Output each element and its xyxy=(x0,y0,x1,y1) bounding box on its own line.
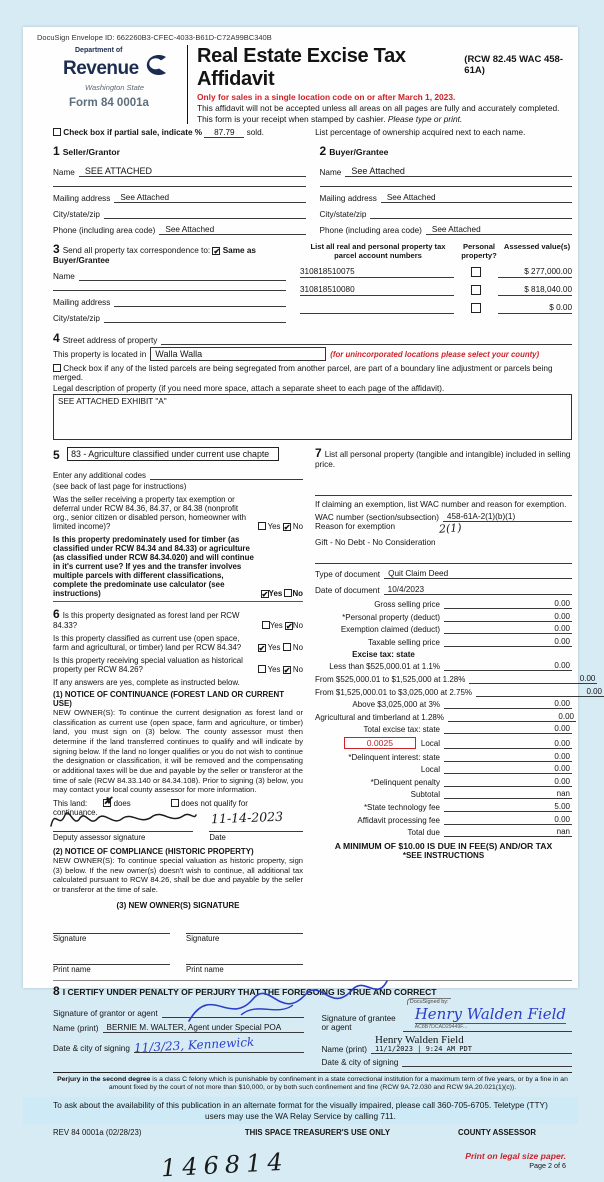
corr-mailing-label: Mailing address xyxy=(53,298,111,307)
amount-field[interactable]: 0.00 xyxy=(444,599,572,609)
rev-form-number: REV 84 0001a (02/28/23) xyxy=(53,1127,142,1137)
washington-state-label: Washington State xyxy=(85,83,145,92)
historic-question: Is this property receiving special valuation as historical property per RCW 84.26? xyxy=(53,656,243,674)
no-label: No xyxy=(292,589,303,598)
corr-name-field[interactable] xyxy=(79,271,286,281)
amount-label: From $1,525,000.01 to $3,025,000 at 2.75% xyxy=(315,687,473,697)
docusign-timestamp: 11/1/2023 | 9:24 AM PDT xyxy=(375,1044,472,1053)
seller-mailing-label: Mailing address xyxy=(53,194,111,203)
buyer-city-label: City/state/zip xyxy=(319,210,367,219)
does-not-label: does not qualify for xyxy=(181,798,248,808)
personal-property-checkbox[interactable] xyxy=(471,285,481,295)
section-7-number: 7 xyxy=(315,446,322,460)
segregated-checkbox[interactable] xyxy=(53,364,61,372)
forest-land-question: Is this property designated as forest land per RCW 84.33? xyxy=(53,611,240,630)
land-does-checkbox[interactable]: ✘ xyxy=(103,795,112,807)
parcel-table xyxy=(300,242,572,323)
continuance-date-line[interactable] xyxy=(209,808,303,832)
deputy-assessor-signature-line[interactable] xyxy=(53,820,193,832)
grantor-signature-line[interactable] xyxy=(162,1008,304,1018)
docusigned-by-label: DocuSigned by: xyxy=(407,998,451,1005)
parcel-row xyxy=(300,267,572,278)
wac-handwritten-note: 2(1) xyxy=(438,521,463,536)
buyer-city-field[interactable] xyxy=(370,209,572,219)
amount-field[interactable]: 0.00 xyxy=(444,764,572,774)
yes-label: Yes xyxy=(268,589,283,598)
amount-field[interactable]: nan xyxy=(444,827,572,837)
personal-property-intro: List all personal property (tangible and intangible) included in selling price. xyxy=(315,450,571,469)
grantee-name-field[interactable]: Henry Walden Field 11/1/2023 | 9:24 AM PDT xyxy=(371,1034,572,1054)
grantee-date-city-label: Date & city of signing xyxy=(321,1057,399,1067)
print-legal-size-note: Print on legal size paper. xyxy=(465,1150,566,1161)
parcel-number-field[interactable]: 310818510075 xyxy=(300,267,454,278)
buyer-title: Buyer/Grantee xyxy=(329,147,389,157)
no-label: No xyxy=(292,522,303,531)
section-5-number: 5 xyxy=(53,448,60,462)
buyer-name-field[interactable]: See Attached xyxy=(345,166,572,177)
street-address-field[interactable] xyxy=(161,335,572,345)
amount-label: Local xyxy=(420,738,440,748)
personal-property-checkbox[interactable] xyxy=(471,303,481,313)
county-note: (for unincorporated locations please select your county) xyxy=(330,349,540,359)
segregated-label: Check box if any of the listed parcels are being segregated from another parcel, are part of a boundary line adjustment or parcels being merged. xyxy=(53,364,553,382)
partial-sale-checkbox[interactable] xyxy=(53,128,61,136)
seller-name-field[interactable]: SEE ATTACHED xyxy=(79,166,306,177)
legal-description-label: Legal description of property (if you need more space, attach a separate sheet to each page of the affidavit). xyxy=(53,384,445,393)
additional-codes-label: Enter any additional codes xyxy=(53,471,146,480)
predominate-yes-checkbox[interactable]: ✔ xyxy=(261,590,269,599)
new-owner-signature-title: (3) NEW OWNER(S) SIGNATURE xyxy=(116,900,240,910)
land-use-code-select[interactable]: 83 - Agriculture classified under current use chapte xyxy=(67,447,279,461)
forest-no-checkbox[interactable]: ✔ xyxy=(285,622,293,631)
amount-label: Subtotal xyxy=(410,790,440,800)
doc-date-field[interactable]: 10/4/2023 xyxy=(384,585,572,595)
grantor-sig-label: Signature of grantor or agent xyxy=(53,1008,158,1018)
amount-label: Affidavit processing fee xyxy=(357,815,440,825)
docusign-signature-block xyxy=(407,998,572,1031)
signature-label: Signature xyxy=(53,933,87,943)
notice-compliance-body: NEW OWNER(S): To continue special valuation as historic property, sign (3) below. If the new owner(s) doesn't wish to continue, all additional tax calculated pursuant to RCW 84.26, shall be due and payable by the seller or transferor at the time of sale. xyxy=(53,855,303,894)
affidavit-page xyxy=(23,27,603,1182)
amount-field[interactable]: 5.00 xyxy=(444,802,572,812)
signature-label: Signature xyxy=(186,933,220,943)
corr-name-label: Name xyxy=(53,272,75,281)
grantee-signing-block xyxy=(322,998,573,1067)
doc-type-label: Type of document xyxy=(315,570,381,579)
section-4-number: 4 xyxy=(53,331,60,345)
assessed-value-field[interactable]: $ 0.00 xyxy=(498,303,572,314)
doc-type-field[interactable]: Quit Claim Deed xyxy=(384,569,572,579)
same-as-buyer-label: Same as Buyer/Grantee xyxy=(53,246,256,265)
amount-field[interactable]: 0.00 xyxy=(448,712,576,722)
assessed-value-field[interactable]: $ 277,000.00 xyxy=(498,267,572,278)
no-label: No xyxy=(292,665,303,674)
corr-city-label: City/state/zip xyxy=(53,314,100,323)
section-2-buyer xyxy=(320,142,573,235)
amount-label: Total excise tax: state xyxy=(363,725,440,735)
new-owner-print-line-1[interactable] xyxy=(53,953,170,965)
located-in-label: This property is located in xyxy=(53,349,147,359)
certify-statement: I CERTIFY UNDER PENALTY OF PERJURY THAT THE FOREGOING IS TRUE AND CORRECT xyxy=(62,986,437,997)
amount-field[interactable]: 0.00 xyxy=(444,624,572,634)
buyer-name-label: Name xyxy=(319,168,342,177)
dor-logo-block xyxy=(53,45,179,124)
amount-field[interactable]: 0.00 xyxy=(444,777,572,787)
yes-label: Yes xyxy=(267,522,281,531)
no-label: No xyxy=(292,643,303,652)
yes-label: Yes xyxy=(267,665,281,674)
notice-continuance-body: NEW OWNER(S): To continue the current designation as forest land or classification as current use (open space, farm and agriculture, or timber) land, you must sign on (3) below. The county assessor must then determine if the land transferred continues to qualify and will indicate by signing below. If the land no longer qualifies or you do not wish to continue the designation or classification, it will be removed and the compensating or additional taxes will be due and payable by the seller or transferor at the time of sale (RCW 84.33.140 or 84.34.108). Prior to signing (3) below, you may contact your local county assessor for more information. xyxy=(53,708,303,795)
wac-number-label: WAC number (section/subsection) xyxy=(315,513,439,522)
grantee-date-city-line[interactable] xyxy=(402,1057,572,1067)
section-1-seller xyxy=(53,142,306,235)
wac-number-field[interactable]: 458-61A-2(1)(b)(1) xyxy=(443,512,572,522)
amount-field[interactable]: 0.00 xyxy=(444,815,572,825)
seller-phone-label: Phone (including area code) xyxy=(53,226,156,235)
deputy-assessor-label: Deputy assessor signature xyxy=(53,832,146,842)
amount-label: *State technology fee xyxy=(363,802,440,812)
currentuse-yes-checkbox[interactable]: ✔ xyxy=(258,644,266,653)
amount-label: Gross selling price xyxy=(374,600,440,609)
doc-date-label: Date of document xyxy=(315,586,380,595)
completion-notice: This affidavit will not be accepted unless all areas on all pages are fully and accurately completed. xyxy=(197,103,560,113)
notice-continuance-title: (1) NOTICE OF CONTINUANCE (FOREST LAND OR CURRENT USE) xyxy=(53,690,285,708)
docusign-id: AC8B7DCAD29449F... xyxy=(415,1023,566,1030)
deferral-no-checkbox[interactable]: ✔ xyxy=(283,523,291,532)
partial-sale-percent-field[interactable]: 87.79 xyxy=(204,128,244,138)
section-8-number: 8 xyxy=(53,983,60,998)
amount-label: Exemption claimed (deduct) xyxy=(340,625,440,635)
seller-mailing-field[interactable]: See Attached xyxy=(114,193,305,203)
historic-yes-checkbox[interactable] xyxy=(258,665,266,673)
section-6-number: 6 xyxy=(53,607,60,621)
page-number: Page 2 of 6 xyxy=(529,1160,566,1170)
amount-label: From $525,000.01 to $1,525,000 at 1.28% xyxy=(315,674,466,684)
see-back-note: (see back of last page for instructions) xyxy=(53,482,187,491)
grantor-date-city-line[interactable] xyxy=(133,1034,304,1055)
amount-field[interactable]: 0.00 xyxy=(444,699,572,709)
excise-tax-computation xyxy=(315,599,603,838)
amount-label: Taxable selling price xyxy=(367,637,440,647)
docusign-envelope-id: DocuSign Envelope ID: 662260B3-CFEC-4033-B61D-C72A99BC340B xyxy=(37,33,272,42)
grantee-name-print-label: Name (print) xyxy=(321,1044,367,1054)
parcel-number-field[interactable]: 310818510080 xyxy=(300,285,454,296)
new-owner-signature-line-2[interactable] xyxy=(186,922,303,934)
accessibility-notice: To ask about the availability of this publication in an alternate format for the visually impaired, please call 360-705-6705. Teletype (TTY) users may use the WA Relay Service by calling 711. xyxy=(23,1097,578,1124)
exemption-note: If claiming an exemption, list WAC number and reason for exemption. xyxy=(315,500,567,509)
amount-label: *Personal property (deduct) xyxy=(342,612,440,622)
title-rcw-reference: (RCW 82.45 WAC 458-61A) xyxy=(464,54,564,76)
this-land-label: This land: xyxy=(53,798,88,808)
parcel-number-field[interactable] xyxy=(300,303,454,314)
minimum-due-note: A MINIMUM OF $10.00 IS DUE IN FEE(S) AND/OR TAX xyxy=(334,841,553,852)
street-address-label: Street address of property xyxy=(62,336,158,345)
section-1-number: 1 xyxy=(53,144,60,158)
buyer-phone-label: Phone (including area code) xyxy=(319,226,422,235)
deferral-question: Was the seller receiving a property tax exemption or deferral under RCW 84.36, 84.37, or 84.38 (nonprofit org., senior citizen or disabled person, homeowner with limited income)? xyxy=(53,495,246,531)
amount-label: *Delinquent interest: state xyxy=(348,752,440,762)
print-name-label: Print name xyxy=(53,964,91,974)
treasurer-stamp-number: 146814 xyxy=(160,1147,290,1182)
section-4-property xyxy=(53,331,572,440)
partial-sale-label: Check box if partial sale, indicate % xyxy=(63,128,203,137)
amount-field[interactable]: 0.00 xyxy=(444,739,572,749)
continuance-label: continuance. xyxy=(53,807,98,817)
continuance-date-hand: 11-14-2023 xyxy=(211,808,284,827)
buyer-phone-field[interactable]: See Attached xyxy=(426,225,572,235)
type-or-print-note: Please type or print. xyxy=(387,114,463,124)
currentuse-no-checkbox[interactable] xyxy=(283,643,291,651)
grantor-name-print-label: Name (print) xyxy=(53,1023,99,1033)
deferral-yes-checkbox[interactable] xyxy=(258,522,266,530)
form-number: Form 84 0001a xyxy=(69,97,149,109)
predominate-use-question: Is this property predominately used for timber (as classified under RCW 84.34 and 84.33) or agriculture (as classified under RCW 84.34.020) and will continue in it's current use? If yes and the transfer involves multiple parcels with different classifications, complete the predominate use calculator (see instructions) xyxy=(53,535,254,598)
grantee-sig-label: Signature of grantee or agent xyxy=(321,1013,396,1032)
grantor-name-field[interactable]: BERNIE M. WALTER, Agent under Special POA xyxy=(103,1023,304,1033)
amount-label: *Delinquent penalty xyxy=(370,777,440,787)
section-2-number: 2 xyxy=(319,144,327,158)
personal-property-checkbox[interactable] xyxy=(471,267,481,277)
amount-label: Above $3,025,000 at 3% xyxy=(352,700,440,710)
amount-field[interactable]: 0.00 xyxy=(444,637,572,647)
grantor-date-city-label: Date & city of signing xyxy=(53,1043,130,1053)
grantor-signing-block xyxy=(53,998,304,1067)
seller-name-label: Name xyxy=(53,168,75,177)
forest-yes-checkbox[interactable] xyxy=(262,621,270,629)
new-owner-signature-line-1[interactable] xyxy=(53,922,170,934)
seller-city-field[interactable] xyxy=(104,209,306,219)
buyer-mailing-label: Mailing address xyxy=(319,194,377,203)
parcel-row xyxy=(300,285,572,296)
amount-field[interactable]: 0.00 xyxy=(476,687,604,697)
parcel-numbers-header: List all real and personal property tax parcel account numbers xyxy=(310,242,446,260)
corr-city-field[interactable] xyxy=(104,313,286,323)
county-assessor-label: COUNTY ASSESSOR xyxy=(458,1127,536,1137)
new-owner-print-line-2[interactable] xyxy=(186,953,303,965)
grantee-signature-line[interactable] xyxy=(403,998,572,1032)
section-3-number: 3 xyxy=(53,242,60,256)
yes-label: Yes xyxy=(269,621,283,630)
amount-field[interactable]: 0.00 xyxy=(444,724,572,734)
print-name-label: Print name xyxy=(186,964,224,974)
buyer-mailing-field[interactable]: See Attached xyxy=(381,193,572,203)
page-title: Real Estate Excise Tax Affidavit xyxy=(197,45,406,90)
current-use-question: Is this property classified as current use (open space, farm and agricultural, or timber) land per RCW 84.34? xyxy=(53,634,242,652)
historic-no-checkbox[interactable]: ✔ xyxy=(283,666,291,675)
seller-title: Seller/Grantor xyxy=(62,147,120,157)
dept-of-label: Department of xyxy=(75,47,123,54)
section-3-correspondence xyxy=(53,242,286,323)
receipt-notice: This form is your receipt when stamped by cashier. xyxy=(197,114,388,124)
amount-label: Total due xyxy=(407,828,440,838)
sold-label: sold. xyxy=(246,128,264,137)
if-yes-note: If any answers are yes, complete as instructed below. xyxy=(53,678,240,687)
correspondence-label: Send all property tax correspondence to: xyxy=(62,246,211,255)
deputy-assessor-signature xyxy=(47,806,197,832)
legal-description-field[interactable]: SEE ATTACHED EXHIBIT "A" xyxy=(53,394,572,440)
yes-label: Yes xyxy=(267,643,281,652)
single-location-notice: Only for sales in a single location code on or after March 1, 2023. xyxy=(197,92,456,102)
notice-compliance-title: (2) NOTICE OF COMPLIANCE (HISTORIC PROPERTY) xyxy=(53,846,254,856)
revenue-swoosh-icon xyxy=(139,54,169,83)
same-as-buyer-checkbox[interactable]: ✔ xyxy=(213,247,221,256)
corr-mailing-field[interactable] xyxy=(114,297,286,307)
form-header xyxy=(53,45,572,124)
amount-label: Agricultural and timberland at 1.28% xyxy=(315,712,444,722)
does-label: does xyxy=(113,798,131,808)
amount-field[interactable]: nan xyxy=(444,789,572,799)
seller-phone-field[interactable]: See Attached xyxy=(159,225,305,235)
amount-label: Less than $525,000.01 at 1.1% xyxy=(329,662,440,672)
assessed-value-header: Assessed value(s) xyxy=(503,242,571,251)
location-code-field[interactable]: Walla Walla xyxy=(150,347,326,361)
assessed-value-field[interactable]: $ 818,040.00 xyxy=(498,285,572,296)
amount-field[interactable]: 0.00 xyxy=(444,752,572,762)
reason-exemption-label: Reason for exemption xyxy=(315,522,396,531)
personal-property-header: Personal property? xyxy=(461,242,497,260)
amount-label: Local xyxy=(420,765,440,775)
date-label: Date xyxy=(209,832,226,842)
local-rate-box: 0.0025 xyxy=(344,737,416,749)
parcel-row xyxy=(300,303,572,314)
no-label: No xyxy=(292,621,303,630)
perjury-statement: Perjury in the second degree is a class C felony which is punishable by confinement in a state correctional institution for a maximum term of five years, or by a fine in an amount fixed by the court of not more than $10,000, or by both such confinement and fine (RCW 9A.72.030 and RCW 9A.20.021(1)(c)). xyxy=(53,1072,572,1094)
ownership-note: List percentage of ownership acquired next to each name. xyxy=(315,128,526,137)
additional-codes-field[interactable] xyxy=(150,470,303,480)
docusign-signature: Henry Walden Field xyxy=(414,1004,566,1023)
amount-field[interactable]: 0.00 xyxy=(444,661,572,671)
revenue-wordmark: Revenue xyxy=(63,57,139,79)
see-instructions-note: *SEE INSTRUCTIONS xyxy=(402,851,485,861)
excise-tax-state-header: Excise tax: state xyxy=(352,649,415,659)
amount-field[interactable]: 0.00 xyxy=(469,674,597,684)
treasurer-use-label: THIS SPACE TREASURER'S USE ONLY xyxy=(244,1127,391,1137)
reason-exemption-value[interactable]: Gift - No Debt - No Consideration xyxy=(315,538,436,547)
amount-field[interactable]: 0.00 xyxy=(444,612,572,622)
grantor-date-city-hand: 11/3/23, Kennewick xyxy=(133,1034,255,1055)
section-8-certification xyxy=(53,980,572,1067)
seller-city-label: City/state/zip xyxy=(53,210,100,219)
